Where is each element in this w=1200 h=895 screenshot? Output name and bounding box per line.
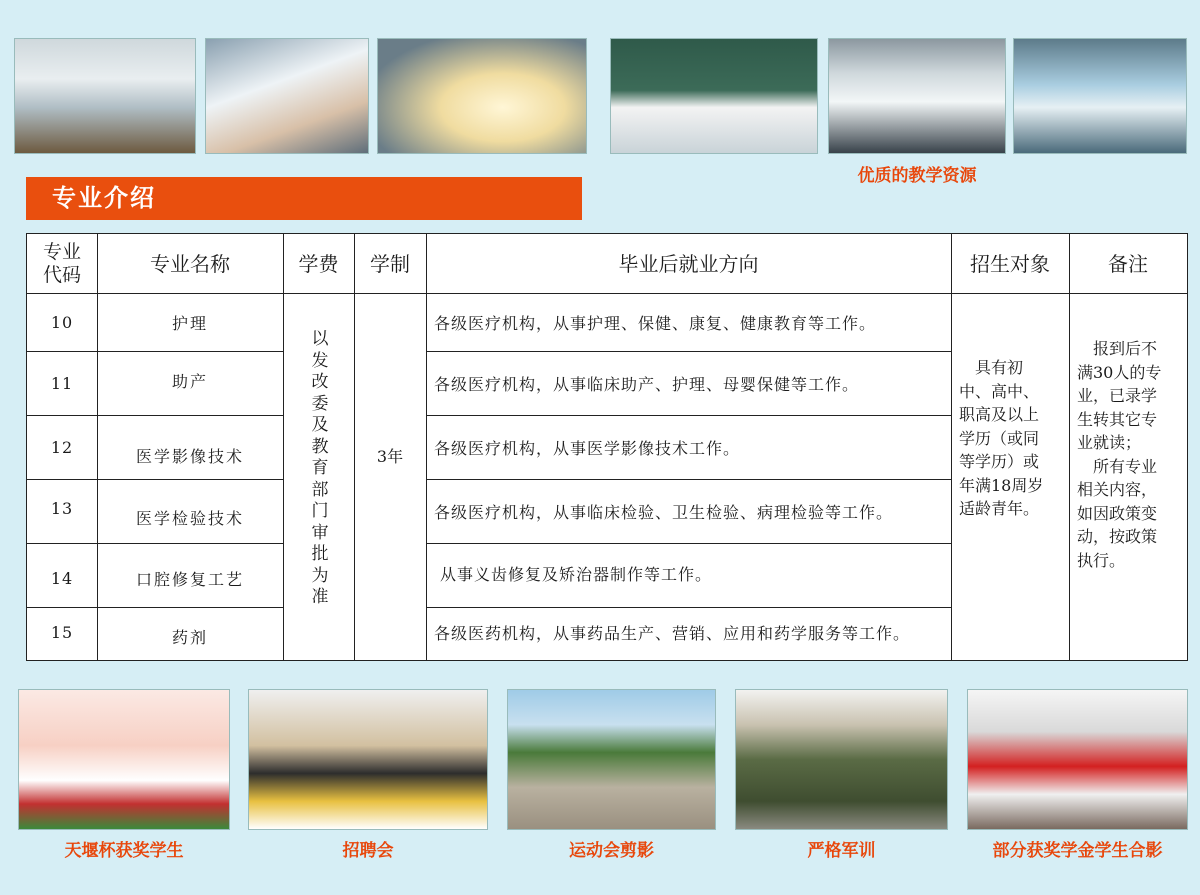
header-direction: 毕业后就业方向 [618, 251, 759, 276]
duration-text: 3年 [376, 446, 404, 466]
row-direction: 各级医疗机构，从事护理、保健、康复、健康教育等工作。 [434, 314, 877, 333]
job-fair-photo [248, 689, 488, 830]
fee-text: 以 发 改 委 及 教 育 部 门 审 批 为 准 [311, 329, 329, 607]
surgery-training-photo [828, 38, 1006, 154]
row-direction: 各级医疗机构，从事临床助产、护理、母婴保健等工作。 [434, 375, 860, 394]
row-direction: 从事义齿修复及矫治器制作等工作。 [440, 565, 713, 584]
teaching-resources-caption: 优质的教学资源 [857, 166, 977, 186]
header-code: 专业 代码 [42, 241, 81, 286]
nurse-training-photo [205, 38, 369, 154]
sports-meet-caption: 运动会剪影 [569, 841, 654, 861]
sports-meet-photo [507, 689, 716, 830]
scholarship-group-caption: 部分获奖学金学生合影 [992, 841, 1163, 861]
section-title: 专业介绍 [26, 177, 582, 220]
header-remark: 备注 [1108, 251, 1148, 276]
row-direction: 各级医疗机构，从事医学影像技术工作。 [434, 439, 741, 458]
award-students-photo [18, 689, 230, 830]
row-direction: 各级医药机构，从事药品生产、营销、应用和药学服务等工作。 [434, 623, 911, 643]
military-training-caption: 严格军训 [807, 841, 876, 861]
military-training-photo [735, 689, 948, 830]
row-code: 15 [50, 622, 74, 642]
row-code: 13 [50, 498, 74, 518]
row-direction: 各级医疗机构，从事临床检验、卫生检验、病理检验等工作。 [434, 503, 894, 522]
job-fair-caption: 招聘会 [342, 841, 394, 861]
row-name: 药剂 [171, 627, 208, 647]
award-students-caption: 天堰杯获奖学生 [64, 841, 184, 861]
header-duration: 学制 [370, 251, 410, 276]
row-name: 医学检验技术 [135, 509, 244, 528]
target-text: 具有初 中、高中、 职高及以上 学历（或同 等学历）或 年满18周岁 适龄青年。 [959, 358, 1044, 518]
row-code: 14 [50, 569, 74, 588]
row-code: 10 [50, 313, 74, 332]
remark-text: 报到后不 满30人的专 业，已录学 生转其它专 业就读； 所有专业 相关内容， 如因政策变 动，按政策 执行。 [1077, 339, 1162, 570]
scholarship-group-photo [967, 689, 1188, 830]
classroom-photo [610, 38, 818, 154]
row-name: 护理 [171, 314, 208, 333]
row-name: 助产 [171, 371, 208, 391]
header-fee: 学费 [298, 251, 339, 276]
row-code: 12 [50, 438, 74, 457]
header-target: 招生对象 [970, 251, 1050, 276]
row-code: 11 [50, 374, 74, 393]
row-name: 口腔修复工艺 [135, 570, 244, 589]
header-name: 专业名称 [150, 251, 230, 276]
lab-photo [14, 38, 196, 154]
majors-table [26, 233, 1188, 661]
operating-room-photo [1013, 38, 1187, 154]
gown-training-photo [377, 38, 587, 154]
row-name: 医学影像技术 [135, 447, 244, 466]
